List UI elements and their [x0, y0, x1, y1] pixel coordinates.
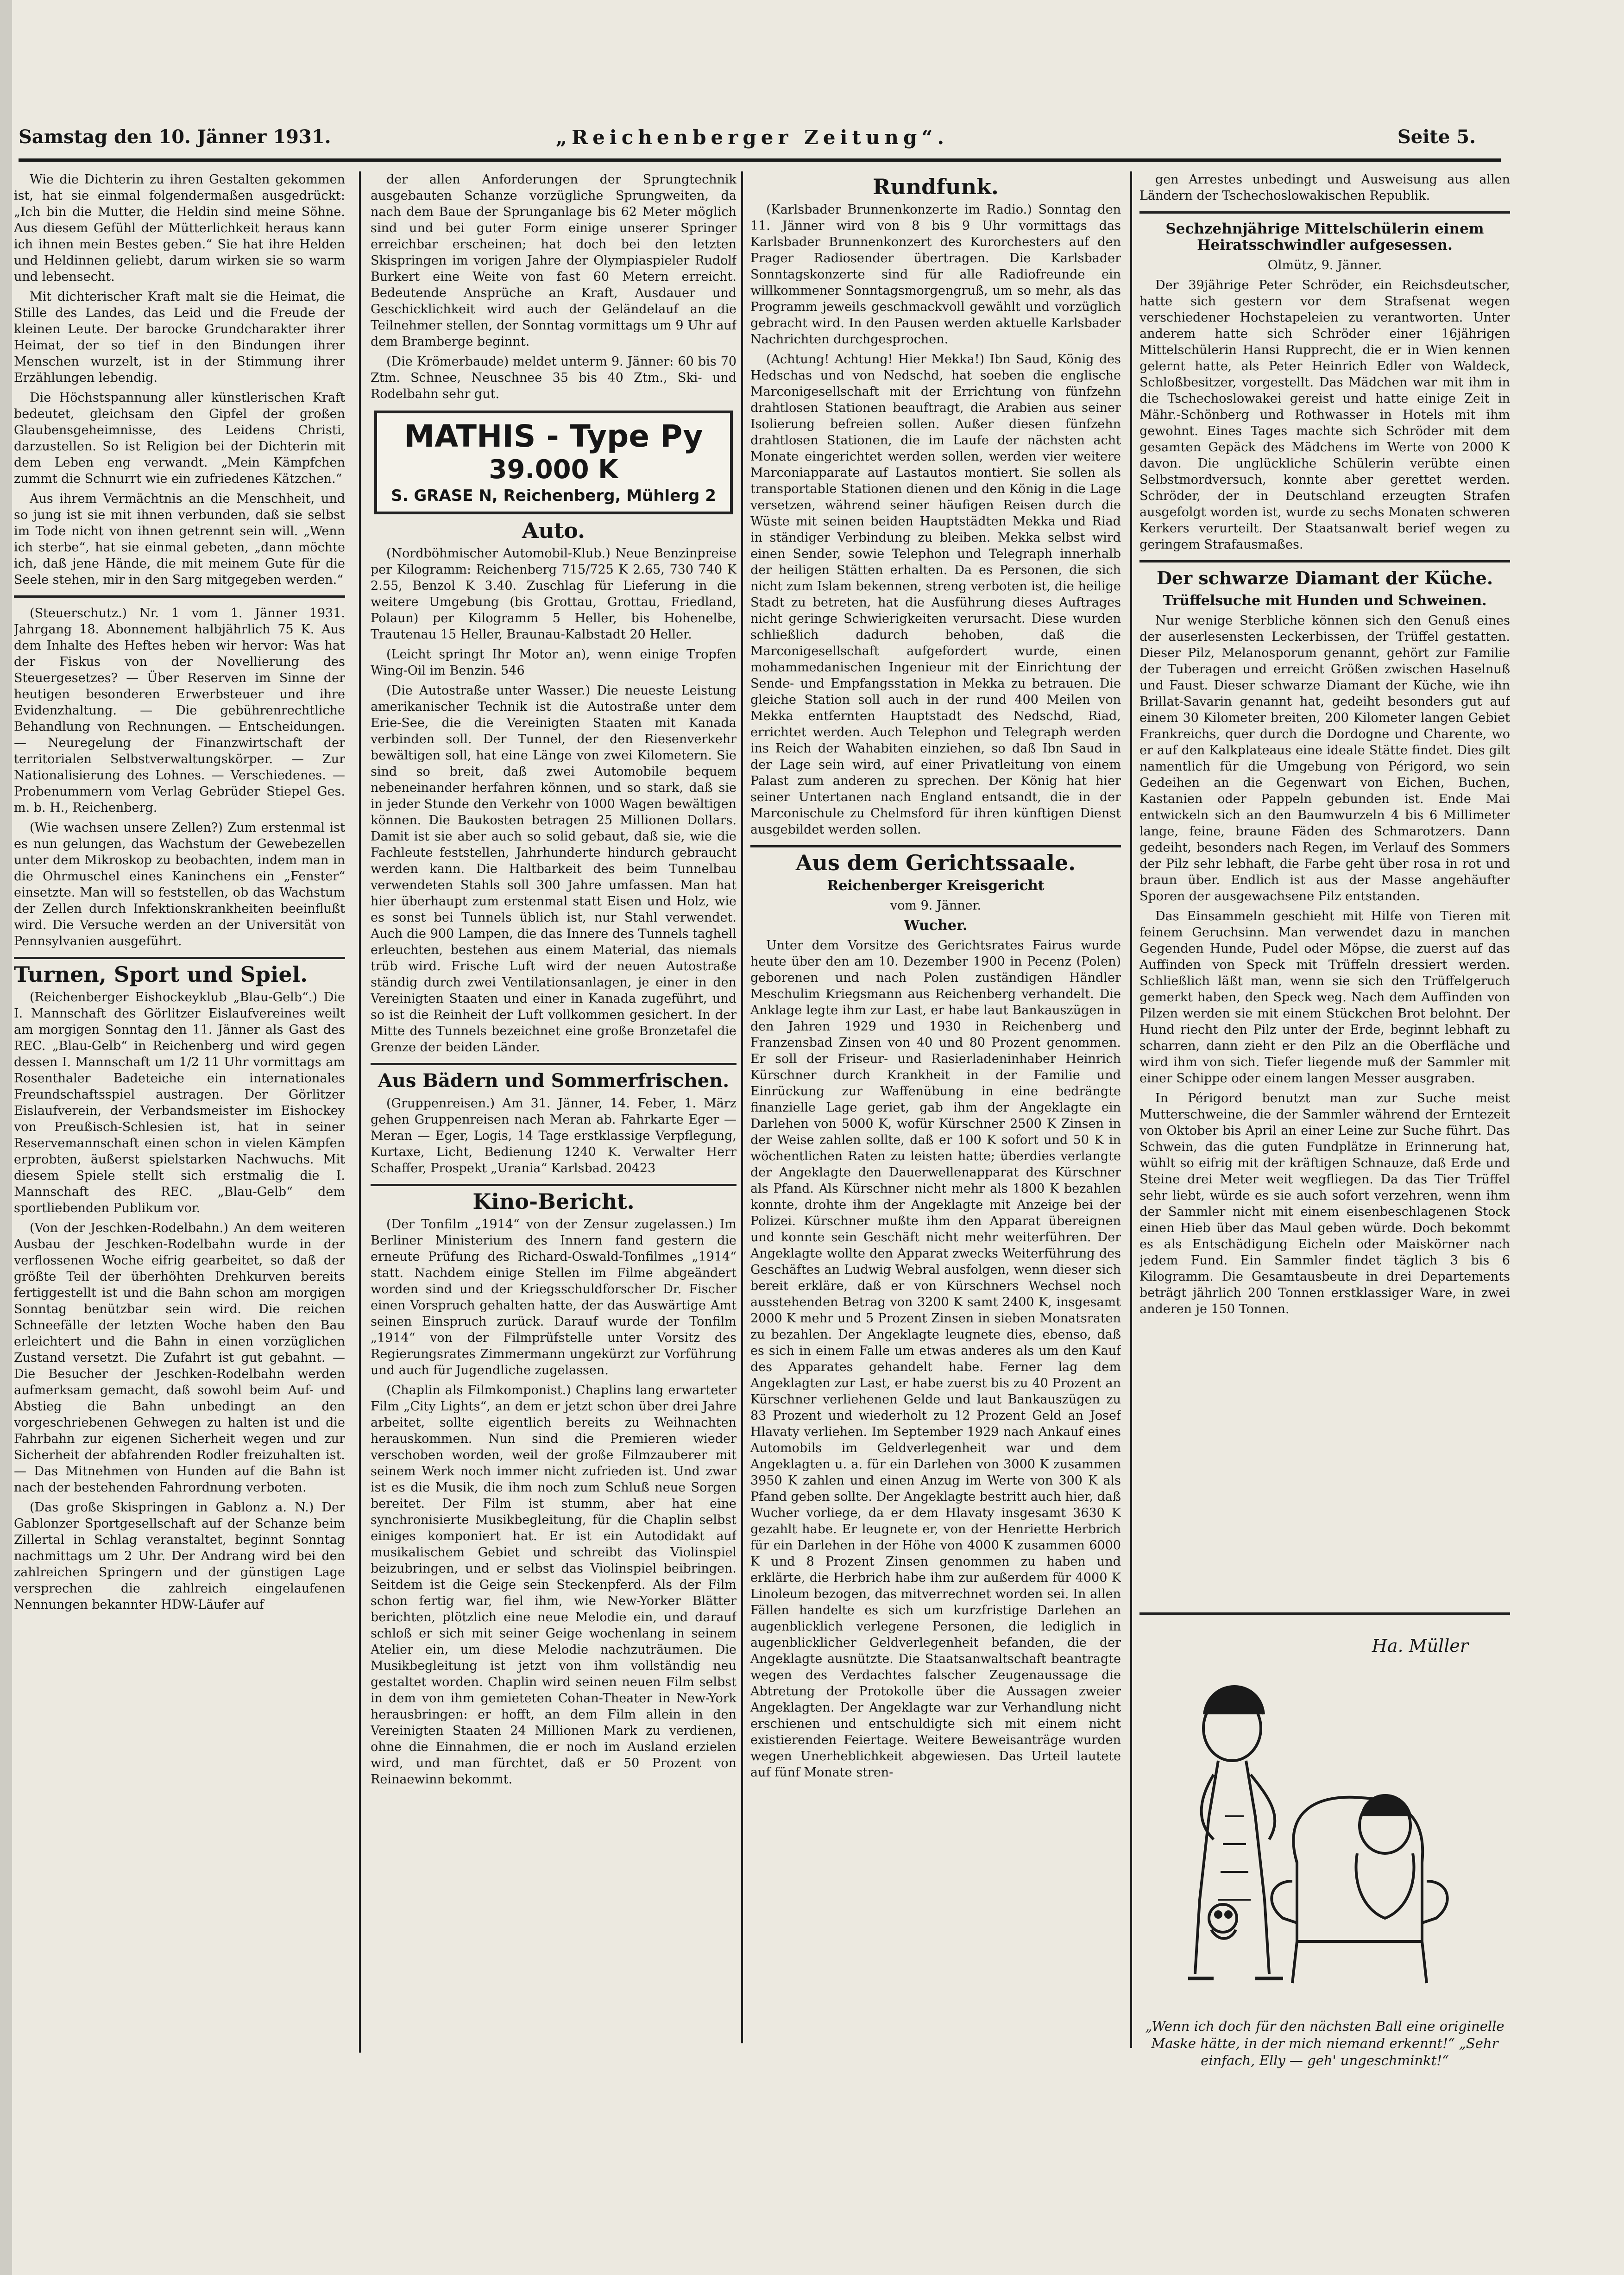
sport-paragraph: (Von der Jeschken-Rodelbahn.) An dem weiteren Ausbau der Jeschken-Rodelbahn wurde in der verflossenen Woche eifrig gearbeitet, so daß der größte Teil der überhöhten Drehkurven bereits fertiggestellt ist und die Bahn schon am morgigen Sonntag benützbar sein wird. Die reichen Schneefälle der letzten Woche haben den Bau erleichtert und die Bahn in einen vorzüglichen Zustand versetzt. Die Zufahrt ist gut gebahnt. — Die Besucher der Jeschken-Rodelbahn werden aufmerksam gemacht, daß sowohl beim Auf- und Abstieg die Bahn unbedingt an den vorgeschriebenen Gehwegen zu halten ist und die Fahrbahn zur eigenen Sicherheit wegen und zur Sicherheit der abfahrenden Rodler freizuhalten ist. — Das Mitnehmen von Hunden auf die Bahn ist nach der bestehenden Fahrordnung verboten. [14, 1221, 345, 1495]
article-paragraph: Mit dichterischer Kraft malt sie die Heimat, die Stille des Landes, das Leid und die Freude der kleinen Leute. Der barocke Grundcharakter ihrer Heimat, der so tief in den Bindungen ihrer Menschen wurzelt, ist in der Stimmung ihrer Erzählungen lebendig. [14, 290, 345, 385]
article-paragraph: Die Höchstspannung aller künstlerischen Kraft bedeutet, gleichsam den Gipfel der großen Glaubensgeheimnisse, des Leidens Christi, darzustellen. So ist Religion bei der Dichterin mit dem Leben eng verwandt. „Mein Kämpfchen zummt die Schnurrt wie ein zufriedenes Kätzchen.“ [14, 391, 345, 486]
column-1 [14, 171, 345, 2141]
article-headline-heiratsschwindler: Sechzehnjährige Mittelschülerin einem Heiratsschwindler aufgesessen. [1165, 221, 1484, 253]
article-paragraph: Nur wenige Sterbliche können sich den Genuß eines der auserlesensten Leckerbissen, der Trüffel gestatten. Dieser Pilz, Melanosporum genannt, gehört zur Familie der Tuberagen und erreicht Größen zwischen Haselnuß und Faust. Dieser schwarze Diamant der Küche, wie ihn Brillat-Savarin genannt hat, gedeiht besonders gut auf einem 30 Kilometer breiten, 200 Kilometer langen Gebiet Frankreichs, quer durch die Dordogne und Charente, wo er auf den Kalkplateaus eine ideale Stätte findet. Dies gilt namentlich für die Umgebung von Périgord, wo sein Gedeihen an die Gegenwart von Eichen, Buchen, Kastanien oder Pappeln gebunden ist. Ende Mai entwickeln sich an den Baumwurzeln 4 bis 6 Millimeter lange, feine, braune Fäden des Schmarotzers. Dann gedeiht, besonders nach Regen, im Verlauf des Sommers der Pilz sehr lebhaft, die Farbe geht über rosa in rot und braun über. Endlich ist aus der Masse angehäufter Sporen der ausgewachsene Pilz entstanden. [1139, 613, 1510, 904]
page-header [19, 126, 1504, 156]
dateline: Olmütz, 9. Jänner. [1267, 258, 1382, 272]
article-paragraph: gen Arrestes unbedingt und Ausweisung aus allen Ländern der Tschechoslowakischen Republik. [1139, 172, 1510, 203]
column-divider [1130, 171, 1132, 2048]
cartoon-illustration [1144, 1622, 1510, 2039]
article-headline-truffel: Der schwarze Diamant der Küche. [1156, 568, 1493, 588]
section-title-kino: Kino-Bericht. [472, 1189, 635, 1214]
cartoon-rule [1139, 1612, 1510, 1615]
ad-headline: MATHIS - Type Py [404, 418, 703, 454]
advertisement-mathis [374, 411, 733, 514]
gericht-paragraph: Unter dem Vorsitze des Gerichtsrates Fairus wurde heute über den am 10. Dezember 1900 in Pecenz (Polen) geborenen und nach Polen zuständigen Händler Meschulim Kriegsmann aus Reichenberg verhandelt. Die Anklage legte ihm zur Last, er habe laut Bankauszügen in den Jahren 1929 und 1930 in Reichenberg und Franzensbad Zinsen von 40 und 80 Prozent genommen. Er soll der Friseur- und Rasierladeninhaber Heinrich Kürschner durch Krankheit in der Familie und Einrückung zur Waffenübung in eine bedrängte finanzielle Lage geriet, gab ihm der Angeklagte ein Darlehen von 5000 K, wofür Kürschner 2500 K Zinsen in der Weise zahlen sollte, daß er 100 K sofort und 50 K in wöchentlichen Raten zu leisten hatte; überdies verlangte der Angeklagte den Dauerwellenapparat des Kürschner als Pfand. Als Kürschner nicht mehr als 1800 K bezahlen konnte, drohte ihm der Angeklagte mit Anzeige bei der Polizei. Kürschner mußte ihm den Apparat übereignen und konnte sein Geschäft nicht mehr weiterführen. Der Angeklagte wollte den Apparat zwecks Weiterführung des Geschäftes an Ludwig Webral ausfolgen, wenn dieser sich bereit erkläre, daß er von Kürschners Wechsel noch ausstehenden Betrag von 3200 K samt 2400 K, insgesamt 2000 K mehr und 5 Prozent Zinsen in sieben Monatsraten zu bezahlen. Der Angeklagte leugnete dies, ebenso, daß es sich in einem Falle um etwas anderes als um den Kauf des Apparates gehandelt habe. Ferner lag dem Angeklagten zur Last, er habe zuerst bis zu 40 Prozent an Kürschner verliehenen Gelde und laut Bankauszügen zu 83 Prozent und wiederholt zu 12 Prozent Geld an Josef Hlavaty verliehen. Im September 1929 nach Ankauf eines Automobils im Geldverlegenheit war und dem Angeklagten u. a. für ein Darlehen von 3000 K zusammen 3950 K zahlen und einen Anzug im Werte von 300 K als Pfand geben sollte. Der Angeklagte bestritt auch hier, daß Wucher vorliege, da er dem Hlavaty insgesamt 3630 K gezahlt habe. Er leugnete er, von der Henriette Herbrich für ein Darlehen in der Höhe von 4000 K zusammen 6000 K und 8 Prozent Zinsen genommen zu haben und erklärte, die Herbrich habe ihm zur außerdem für 4000 K Linoleum bezogen, das mitverrechnet worden sei. In allen Fällen handelte es sich um kurzfristige Darlehen an augenblicklich verlegene Personen, die lediglich in augenblicklicher Geldverlegenheit befanden, die der Angeklagte ausnützte. Die Staatsanwaltschaft beantragte wegen des Verdachtes falscher Zeugenaussage die Abtretung der Protokolle über die Aussagen zweier Angeklagten. Der Angeklagte war zur Verhandlung nicht erschienen und entschuldigte sich mit einem nicht existierenden Feiertage. Weitere Beweisanträge wurden wegen Unerheblichkeit abgewiesen. Das Urteil lautete auf fünf Monate stren- [750, 938, 1121, 1780]
auto-paragraph: (Leicht springt Ihr Motor an), wenn einige Tropfen Wing-Oil im Benzin. 546 [371, 647, 736, 678]
column-3 [750, 171, 1121, 2048]
scan-edge-shadow [0, 0, 12, 2275]
header-masthead: „Reichenberger Zeitung“. [556, 126, 949, 149]
article-paragraph: Das Einsammeln geschieht mit Hilfe von Tieren mit feinem Geruchsinn. Man verwendet dazu in manchen Gegenden Hunde, Pudel oder Möpse, die zuerst auf das Auffinden von Speck mit Trüffeln dressiert werden. Schließlich läßt man, wenn sie sich den Trüffelgeruch gemerkt haben, den Speck weg. Nach dem Auffinden von Pilzen werden sie mit einem Stückchen Brot belohnt. Der Hund riecht den Pilz unter der Erde, beginnt lebhaft zu scharren, dann zieht er den Pilz an die Oberfläche und wird ihm von sich. Tiefer liegende muß der Sammler mit einer Schippe oder einem langen Messer ausgraben. [1139, 909, 1510, 1086]
case-keyword: Wucher. [904, 917, 968, 934]
section-title-auto: Auto. [522, 518, 585, 543]
section-rule [371, 1184, 736, 1186]
auto-paragraph: (Die Autostraße unter Wasser.) Die neueste Leistung amerikanischer Technik ist die Autostraße unter dem Erie-See, die die Vereinigten Staaten mit Kanada verbinden soll. Der Tunnel, der den Riesenverkehr bewältigen soll, hat eine Länge von zwei Kilometern. Sie sind so breit, daß zwei Automobile bequem nebeneinander herfahren können, und so stark, daß sie in jeder Stunde den Verkehr von 1000 Wagen bewältigen können. Die Baukosten betragen 25 Millionen Dollars. Damit ist sie aber auch so solid gebaut, daß sie, wie die Fachleute feststellen, Jahrhunderte hindurch gebraucht werden kann. Die Haltbarkeit des beim Tunnelbau verwendeten Stahls soll 300 Jahre umfassen. Man hat hier überhaupt zum erstenmal statt Eisen und Holz, wie es sonst bei Tunnels üblich ist, nur Stahl verwendet. Auch die 900 Lampen, die das Innere des Tunnels taghell erleuchten, bestehen aus einem Material, das niemals trüb wird. Frische Luft wird der neuen Autostraße ständig durch zwei Ventilationsanlagen, je einer in den Vereinigten Staaten und einer in Kanada zugeführt, und so ist die Reinheit der Luft vollkommen gesichert. In der Mitte des Tunnels bezeichnet eine große Bronzetafel die Grenze der beiden Länder. [371, 683, 736, 1055]
notice-zellen: (Wie wachsen unsere Zellen?) Zum erstenmal ist es nun gelungen, das Wachstum der Gewebezellen unter dem Mikroskop zu beobachten, indem man in die Ohrmuschel eines Kaninchens ein „Fenster“ einsetzte. Man will so feststellen, ob das Wachstum der Zellen durch Infektionskrankheiten beeinflußt wird. Die Versuche werden an der Universität von Pennsylvanien ausgeführt. [14, 821, 345, 948]
sport-paragraph: (Reichenberger Eishockeyklub „Blau-Gelb“.) Die I. Mannschaft des Görlitzer Eislaufvereines weilt am morgigen Sonntag den 11. Jänner als Gast des REC. „Blau-Gelb“ in Reichenberg und wird gegen dessen I. Mannschaft um 1/2 11 Uhr vormittags am Rosenthaler Badeteiche ein internationales Freundschaftsspiel austragen. Der Görlitzer Eislaufverein, der Verbandsmeister im Eishockey von Preußisch-Schlesien ist, hat in seiner Reservemannschaft einen schon in vielen Kämpfen erprobten, äußerst spielstarken Nachwuchs. Mit diesem Spiele stellt sich erstmalig die I. Mannschaft des REC. „Blau-Gelb“ dem sportliebenden Publikum vor. [14, 990, 345, 1215]
column-2 [371, 171, 736, 2043]
cartoon-signature: Ha. Müller [1372, 1636, 1468, 1656]
section-rule [14, 957, 345, 959]
kino-paragraph: (Chaplin als Filmkomponist.) Chaplins lang erwarteter Film „City Lights“, an dem er jetzt schon über drei Jahre arbeitet, sollte eigentlich bereits zu Weihnachten herauskommen. Nun sind die Premieren wieder verschoben worden, weil der große Filmzauberer mit seinem Werk noch immer nicht zufrieden ist. Und zwar ist es die Musik, die ihm noch zum Schluß neue Sorgen bereitet. Der Film ist stumm, aber hat eine synchronisierte Musikbegleitung, für die Chaplin selbst einiges komponiert hat. Er ist ein Autodidakt auf musikalischem Gebiet und schreibt das Violinspiel beizubringen, und er selbst das Violinspiel beibringen. Seitdem ist die Geige sein Steckenpferd. Als der Film schon fertig war, fiel ihm, wie New-Yorker Blätter berichten, plötzlich eine neue Melodie ein, und darauf schloß er sich mit seiner Geige wochenlang in seinem Atelier ein, um diese Melodie nachzuträumen. Die Musikbegleitung ist jetzt von ihm vollständig neu gestaltet worden. Chaplin wird seinen neuen Film selbst in dem von ihm gemieteten Cohan-Theater in New-York herausbringen: er hofft, an dem Film allein in den Vereinigten Staaten 24 Millionen Mark zu verdienen, ohne die Einnahmen, die er noch im Ausland erzielen wird, und man fürchtet, daß er 50 Prozent von Reinaewinn bekommt. [371, 1383, 736, 1787]
article-paragraph: Aus ihrem Vermächtnis an die Menschheit, und so jung ist sie mit ihnen verbunden, daß sie selbst im Tode nicht von ihnen getrennt sein will. „Wenn ich sterbe“, hat sie einmal gebeten, „dann möchte ich, daß jene Hände, die mit meinem Gute für die Seele stehen, mir in den Sarg mitgegeben werden.“ [14, 492, 345, 587]
header-page-number: Seite 5. [1397, 126, 1476, 148]
section-title-gericht: Aus dem Gerichtssaale. [795, 850, 1076, 875]
article-paragraph: Der 39jährige Peter Schröder, ein Reichsdeutscher, hatte sich gestern vor dem Strafsenat wegen verschiedener Hochstapeleien zu verantworten. Unter anderem hatte sich Schröder einer 16jährigen Mittelschülerin Hansi Rupprecht, die er in Wien kennen gelernt hatte, als Peter Heinrich Edler von Waldeck, Schloßbesitzer, vorgestellt. Das Mädchen war mit ihm in die Tschechoslowakei gereist und hatte einige Zeit in Mähr.-Schönberg und Rothwasser in Hotels mit ihm gewohnt. Eines Tages machte sich Schröder mit dem gesamten Gepäck des Mädchens im Werte von 2000 K davon. Die unglückliche Schülerin verübte einen Selbstmordversuch, konnte aber gerettet werden. Schröder, der in Deutschland erzeugten Strafen ausgefolgt worden ist, wurde zu sechs Monaten schweren Kerkers verurteilt. Der Staatsanwalt berief wegen zu geringem Strafausmaßes. [1139, 278, 1510, 552]
header-date: Samstag den 10. Jänner 1931. [19, 126, 331, 148]
ad-dealer: S. GRASE N, Reichenberg, Mühlerg 2 [391, 487, 716, 505]
rundfunk-paragraph: (Karlsbader Brunnenkonzerte im Radio.) Sonntag den 11. Jänner wird von 8 bis 9 Uhr vormittags das Karlsbader Brunnenkonzert des Kurorchesters auf den Prager Radiosender übertragen. Die Karlsbader Sonntagskonzerte sind für alle Radiofreunde ein willkommener Sonntagsmorgengruß, um so mehr, als das Programm jeweils geschmackvoll gewählt und vorzüglich gebracht wird. In den Pausen werden aktuelle Karlsbader Nachrichten durchgesprochen. [750, 202, 1121, 347]
article-subheadline: Trüffelsuche mit Hunden und Schweinen. [1163, 593, 1487, 609]
ad-price: 39.000 K [489, 455, 618, 485]
section-title-rundfunk: Rundfunk. [873, 174, 999, 199]
baeder-paragraph: (Gruppenreisen.) Am 31. Jänner, 14. Feber, 1. März gehen Gruppenreisen nach Meran ab. Fahrkarte Eger — Meran — Eger, Logis, 14 Tage erstklassige Verpflegung, Kurtaxe, Licht, Bedienung 1240 K. Verwalter Herr Schaffer, Prospekt „Urania“ Karlsbad. 20423 [371, 1096, 736, 1175]
court-name: Reichenberger Kreisgericht [827, 878, 1045, 894]
cartoon-caption: „Wenn ich doch für den nächsten Ball eine originelle Maske hätte, in der mich niemand erkennt!“ „Sehr einfach, Elly — geh' ungeschminkt!“ [1145, 2018, 1504, 2068]
article-paragraph: Wie die Dichterin zu ihren Gestalten gekommen ist, hat sie einmal folgendermaßen ausgedrückt: „Ich bin die Mutter, die Heldin sind meine Söhne. Aus diesem Gefühl der Mütterlichkeit heraus kann ich ihnen mein Bestes geben.“ Sie hat ihre Helden und Heldinnen geliebt, darum wirken sie so warm und lebensecht. [14, 172, 345, 284]
auto-paragraph: (Nordböhmischer Automobil-Klub.) Neue Benzinpreise per Kilogramm: Reichenberg 715/725 K 2.65, 730 740 K 2.55, Benzol K 3.40. Zuschlag für Lieferung in die weitere Umgebung (bis Grottau, Grottau, Friedland, Polaun) per Kilogramm 5 Heller, bis Hohenelbe, Trautenau 15 Heller, Braunau-Kalbstadt 20 Heller. [371, 546, 736, 642]
section-rule [750, 845, 1121, 847]
column-divider [359, 171, 361, 2053]
article-paragraph: In Périgord benutzt man zur Suche meist Mutterschweine, die der Sammler während der Erntezeit von Oktober bis April an einer Leine zur Suche führt. Das Schwein, das die guten Fundplätze in Erinnerung hat, wühlt so eifrig mit der kräftigen Schnauze, daß Erde und Steine drei Meter weit wegfliegen. Da das Tier Trüffel sehr liebt, würde es sie auch sofort verzehren, wenn ihm der Sammler nicht mit einem eisenbeschlagenen Stock einen Hieb über das Maul geben würde. Doch bekommt es als Entschädigung Eicheln oder Maiskörner nach jedem Fund. Ein Sammler findet täglich 3 bis 6 Kilogramm. Die Gesamtausbeute in drei Departements beträgt jährlich 200 Tonnen erstklassiger Ware, in zwei anderen je 150 Tonnen. [1139, 1091, 1510, 1316]
section-rule [1139, 560, 1510, 562]
section-rule [1139, 211, 1510, 214]
column-4 [1139, 171, 1510, 1599]
cartoon-drawing [1144, 1622, 1510, 2002]
section-rule [371, 1063, 736, 1065]
section-title-sport: Turnen, Sport und Spiel. [14, 962, 308, 987]
header-rule [19, 158, 1501, 162]
sport-paragraph: (Das große Skispringen in Gablonz a. N.) Der Gablonzer Sportgesellschaft auf der Schanze beim Zillertal in Schlag veranstaltet, beginnt Sonntag nachmittags um 2 Uhr. Der Andrang wird bei den zahlreichen Springern und der günstigen Lage versprechen die zahlreich eingelaufenen Nennungen bekannter HDW-Läufer auf [14, 1500, 345, 1612]
article-paragraph: der allen Anforderungen der Sprungtechnik ausgebauten Schanze vorzügliche Sprungweiten, da nach dem Baue der Sprunganlage bis 62 Meter möglich sind und bei guter Form einige unserer Springer erreichbar erscheinen; hat doch bei den letzten Skispringen im vorigen Jahre der Olympiaspieler Rudolf Burkert eine Weite von fast 60 Metern erreicht. Bedeutende Ansprüche an Kraft, Ausdauer und Geschicklichkeit wird auch der Geländelauf an die Teilnehmer stellen, der Sonntag vormittags um 9 Uhr auf dem Bramberge beginnt. [371, 172, 736, 349]
kino-paragraph: (Der Tonfilm „1914“ von der Zensur zugelassen.) Im Berliner Ministerium des Innern fand gestern die erneute Prüfung des Richard-Oswald-Tonfilmes „1914“ statt. Nachdem einige Stellen im Filme abgeändert worden sind und der Kriegsschuldforscher Dr. Fischer einen Vorspruch gehalten hatte, der das Auswärtige Amt seinen Einspruch zurück. Darauf wurde der Tonfilm „1914“ von der Filmprüfstelle unter Vorsitz des Regierungsrates Zimmermann ungekürzt zur Vorführung und auch für Jugendliche zugelassen. [371, 1217, 736, 1378]
court-date: vom 9. Jänner. [890, 898, 982, 913]
article-paragraph: (Die Krömerbaude) meldet unterm 9. Jänner: 60 bis 70 Ztm. Schnee, Neuschnee 35 bis 40 Ztm., Ski- und Rodelbahn sehr gut. [371, 354, 736, 401]
rundfunk-paragraph: (Achtung! Achtung! Hier Mekka!) Ibn Saud, König des Hedschas und von Nedschd, hat soeben die englische Marconigesellschaft mit der Errichtung von fünfzehn drahtlosen Stationen beauftragt, die Arabien aus seiner Isolierung befreien sollen. Außer diesen fünfzehn drahtlosen Stationen, die im Laufe der nächsten acht Monate eingerichtet werden sollen, werden vier weitere Marconiapparate auf Lastautos montiert. Sie sollen als transportable Stationen dienen und den König in die Lage versetzen, während seiner häufigen Reisen durch die Wüste mit seinen beiden Hauptstädten Mekka und Riad in ständiger Verbindung zu bleiben. Mekka selbst wird einen Sender, sowie Telephon und Telegraph innerhalb der heiligen Stätten erhalten. Da es Personen, die sich nicht zum Islam bekennen, streng verboten ist, die heilige Stadt zu betreten, hat die Ausführung dieses Auftrages nicht geringe Schwierigkeiten verursacht. Diese wurden schließlich dadurch behoben, daß die Marconigesellschaft aufgefordert wurde, einen mohammedanischen Ingenieur mit der Einrichtung der Sende- und Empfangsstation in Mekka zu betrauen. Die gleiche Station soll auch in der rund 400 Meilen von Mekka entfernten Hauptstadt des Nedschd, Riad, errichtet werden. Auch Telephon und Telegraph werden ins Reich der Wahabiten einziehen, so daß Ibn Saud in der Lage sein wird, auf einer Privatleitung von einem Palast zum anderen zu sprechen. Der König hat hier seiner Untertanen nach England entsandt, die in der Marconischule zu Chelmsford für ihren künftigen Dienst ausgebildet werden sollen. [750, 352, 1121, 837]
notice-steuerschutz: (Steuerschutz.) Nr. 1 vom 1. Jänner 1931. Jahrgang 18. Abonnement halbjährlich 75 K. Aus dem Inhalte des Heftes heben wir hervor: Was hat der Fiskus von der Novellierung des Steuergesetzes? — Über Reserven im Sinne der heutigen besonderen Erwerbsteuer und ihre Evidenzhaltung. — Die gebührenrechtliche Behandlung von Rechnungen. — Entscheidungen. — Neuregelung der Finanzwirtschaft der territorialen Selbstverwaltungskörper. — Zur Nationalisierung des Lohnes. — Verschiedenes. — Probenummern vom Verlag Gebrüder Stiepel Ges. m. b. H., Reichenberg. [14, 606, 345, 815]
section-title-baeder: Aus Bädern und Sommerfrischen. [378, 1070, 730, 1092]
section-rule [14, 595, 345, 598]
column-divider [741, 171, 743, 2043]
